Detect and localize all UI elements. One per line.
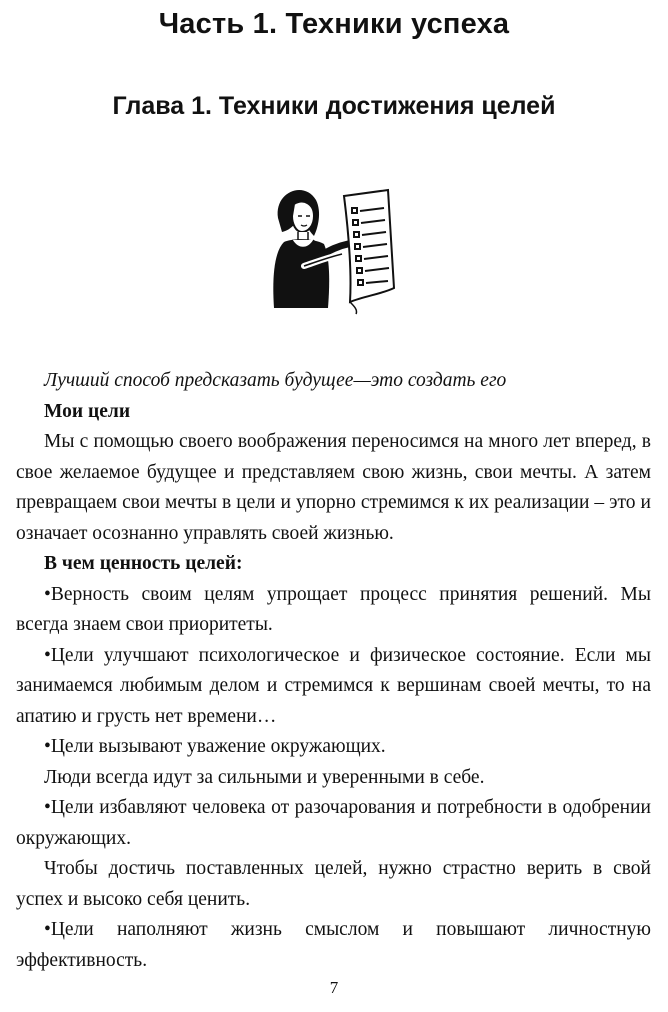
paragraph: •Цели вызывают уважение окружающих. bbox=[44, 736, 386, 757]
paragraph: •Цели наполняют жизнь смыслом и повышают личностную эффективность. bbox=[16, 919, 651, 971]
section-heading-my-goals: Мои цели bbox=[44, 400, 131, 422]
page-number: 7 bbox=[329, 978, 339, 997]
chapter-title: Глава 1. Техники достижения целей bbox=[112, 92, 556, 120]
paragraph: Мы с помощью своего воображения переносимся на много лет вперед, в свое желаемое будущее и представляем свою жизнь, свои мечты. А затем превращаем свои мечты в цели и упорно стремимся к их реализации – это и означает осознанно управлять своей жизнью. bbox=[16, 431, 651, 544]
paragraph: •Цели улучшают психологическое и физическое состояние. Если мы занимаемся любимым делом и стремимся к вершинам своей мечты, то на апатию и грусть нет времени… bbox=[16, 644, 651, 727]
paragraph: Чтобы достичь поставленных целей, нужно страстно верить в свой успех и высоко себя ценить. bbox=[16, 858, 651, 910]
body-text bbox=[16, 366, 651, 976]
paragraph: •Верность своим целям упрощает процесс принятия решений. Мы всегда знаем свои приоритеты. bbox=[16, 583, 651, 635]
part-title: Часть 1. Техники успеха bbox=[158, 8, 510, 40]
section-heading-value-of-goals: В чем ценность целей: bbox=[44, 553, 243, 574]
paragraph: Люди всегда идут за сильными и уверенными в себе. bbox=[44, 766, 485, 788]
paragraph: •Цели избавляют человека от разочарования и потребности в одобрении окружающих. bbox=[16, 797, 651, 849]
epigraph: Лучший способ предсказать будущее—это создать его bbox=[44, 370, 507, 391]
woman-with-checklist-icon bbox=[264, 178, 404, 318]
